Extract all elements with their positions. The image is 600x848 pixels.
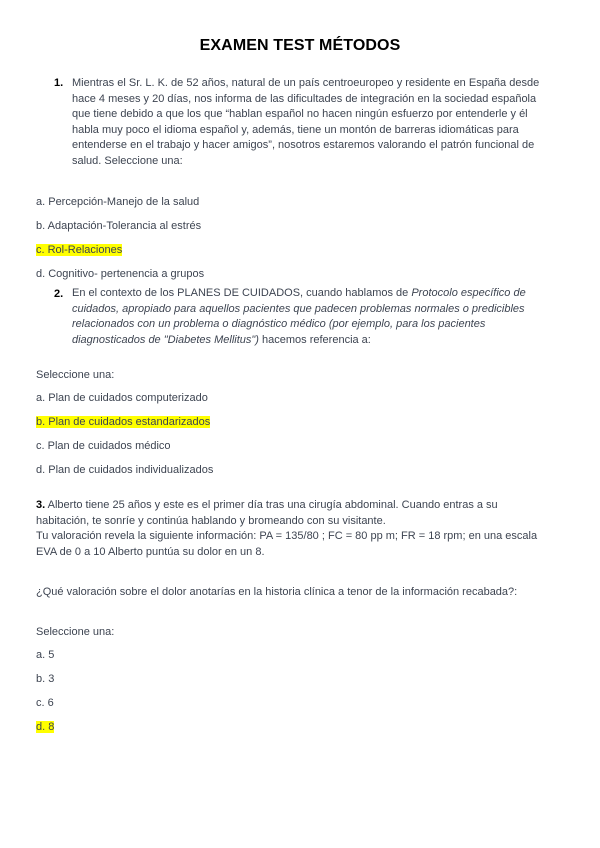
question-1-line: Mientras el Sr. L. K. de 52 años, natural de un país centroeuropeo y residente en España desde <box>72 77 540 89</box>
question-1-option-d[interactable]: d. Cognitivo- pertenencia a grupos <box>36 268 205 280</box>
question-3-select-label: Seleccione una: <box>36 626 115 638</box>
question-3-text <box>36 498 537 560</box>
question-3-option-a[interactable]: a. 5 <box>36 649 55 661</box>
question-3-option-b[interactable]: b. 3 <box>36 673 55 685</box>
question-1-line: habla muy poco el idioma español y, además, tiene un montón de barreras idiomáticas para <box>72 123 519 136</box>
question-2-option-b[interactable]: b. Plan de cuidados estandarizados <box>36 416 211 428</box>
question-1-line: entenderse en el trabajo y hacer amigos”, nosotros estaremos valorando el patrón funcional de <box>72 139 535 152</box>
question-2-text-italic: relacionados con un problema o diagnóstico médico (por ejemplo, para los pacientes <box>72 318 486 331</box>
question-3-line: EVA de 0 a 10 Alberto puntúa su dolor en un 8. <box>36 545 265 558</box>
question-2-option-c[interactable]: c. Plan de cuidados médico <box>36 440 171 452</box>
question-2-text <box>72 286 526 348</box>
question-3-line: Tu valoración revela la siguiente información: PA = 135/80 ; FC = 80 pp m; FR = 18 rpm; en una escala <box>36 530 538 543</box>
page-title: EXAMEN TEST MÉTODOS <box>199 37 401 54</box>
question-3-option-d[interactable]: d. 8 <box>36 721 55 733</box>
question-3-line: habitación, te sonríe y continúa hablando y bromeando con su visitante. <box>36 514 386 527</box>
question-2-text-italic: Protocolo específico de <box>411 287 526 299</box>
question-3-option-c[interactable]: c. 6 <box>36 697 54 709</box>
question-1-line: que tiene debido a que los que “hablan español no hacen ningún esfuerzo por entenderle y él <box>72 108 528 121</box>
question-2-option-a[interactable]: a. Plan de cuidados computerizado <box>36 392 208 404</box>
question-2-option-d[interactable]: d. Plan de cuidados individualizados <box>36 464 214 476</box>
question-2-text-italic: diagnosticados de "Diabetes Mellitus") <box>72 333 259 346</box>
question-3-number: 3. <box>36 499 46 511</box>
question-1-line: salud. Seleccione una: <box>72 154 183 167</box>
question-1-option-c[interactable]: c. Rol-Relaciones <box>36 244 123 256</box>
question-2-number: 2. <box>54 288 64 300</box>
question-1-option-a[interactable]: a. Percepción-Manejo de la salud <box>36 196 200 208</box>
question-1-line: hace 4 meses y 20 días, nos informa de las dificultades de integración en la sociedad española <box>72 92 537 105</box>
question-1-option-b[interactable]: b. Adaptación-Tolerancia al estrés <box>36 220 202 232</box>
question-2-text-part: hacemos referencia a: <box>258 333 371 346</box>
question-1-text <box>72 76 539 170</box>
question-2-select-label: Seleccione una: <box>36 369 115 381</box>
question-1-number: 1. <box>54 77 64 89</box>
question-3-text-part: Alberto tiene 25 años y este es el primer día tras una cirugía abdominal. Cuando entras a su <box>45 499 498 511</box>
question-2-text-italic: cuidados, apropiado para aquellos pacientes que padecen problemas normales o predicibles <box>72 302 525 315</box>
question-3-prompt: ¿Qué valoración sobre el dolor anotarías en la historia clínica a tenor de la información recabada?: <box>36 586 518 598</box>
question-2-text-part: En el contexto de los PLANES DE CUIDADOS, cuando hablamos de <box>72 287 412 299</box>
